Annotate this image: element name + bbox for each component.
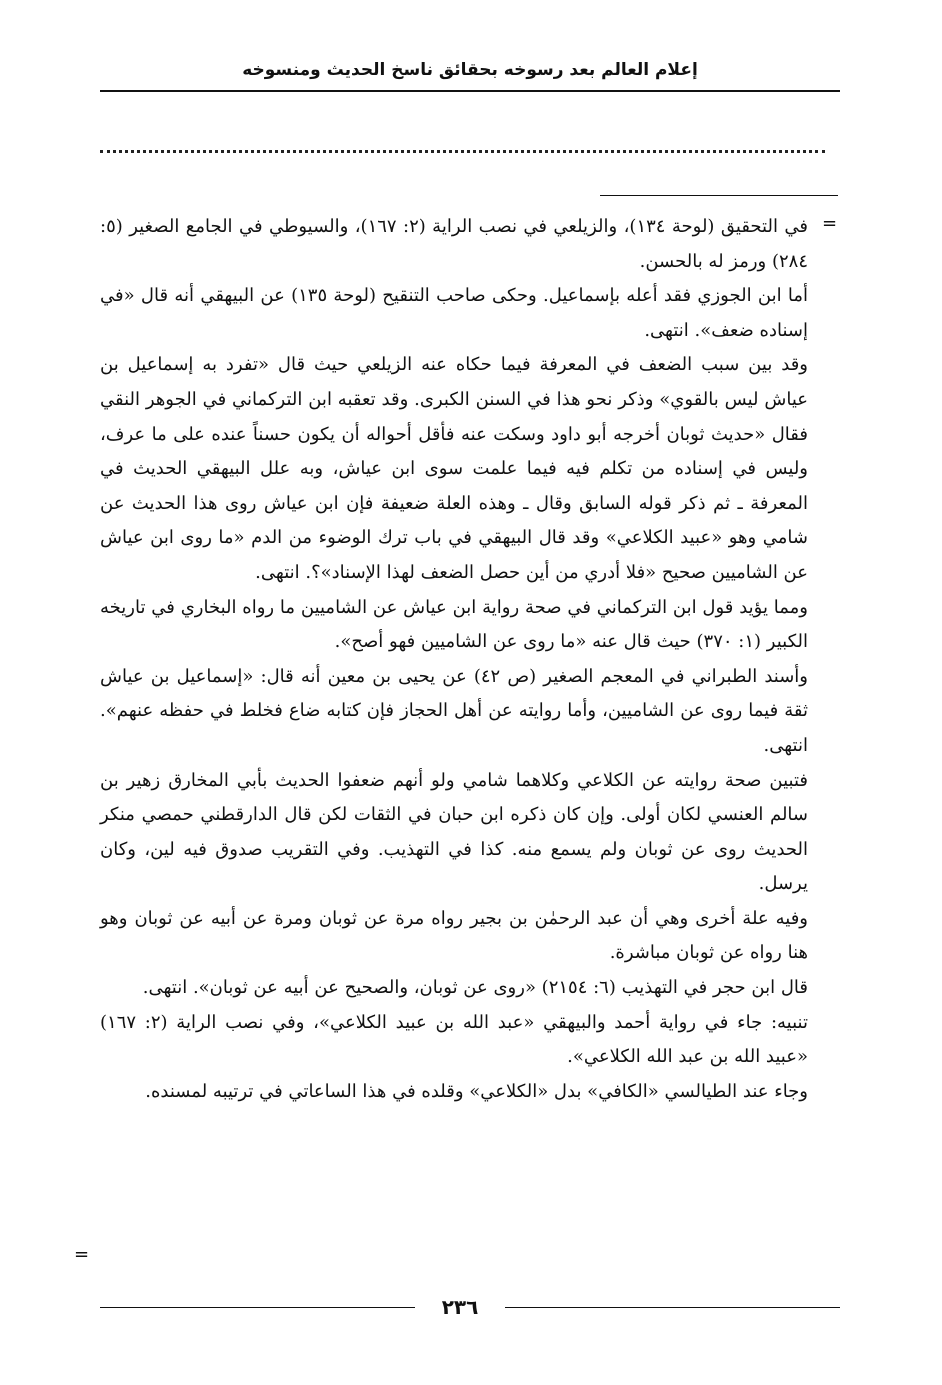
continuation-mark-bottom: = [74,1244,90,1265]
footnote-paragraph-6: فتبين صحة روايته عن الكلاعي وكلاهما شامي ولو أنهم ضعفوا الحديث بأبي المخارق زهير بن سالم العنسي لكان أولى. وإن كان ذكره ابن حبان في الثقات لكن قال الدارقطني حمصي منكر الحديث روى عن ثوبان ولم يسمع منه. كذا في التهذيب. وفي التقريب صدوق فيه لين، وكان يرسل. [100,769,808,895]
footnote-paragraph-5: وأسند الطبراني في المعجم الصغير (ص ٤٢) عن يحيى بن معين أنه قال: «إسماعيل بن عياش ثقة فيما روى عن الشاميين، وأما روايته عن أهل الحجاز فإن كتابه ضاع فخلط في حفظه عنهم». انتهى. [100,665,808,756]
footnote-body [100,210,808,1109]
dotted-separator [100,150,825,153]
footnote-paragraph-1: في التحقيق (لوحة ١٣٤)، والزيلعي في نصب الراية (٢: ١٦٧)، والسيوطي في الجامع الصغير (٥: ٢٨٤) ورمز له بالحسن. [100,216,808,272]
footer-rule-right [505,1307,840,1308]
footnote-paragraph-8: قال ابن حجر في التهذيب (٦: ٢١٥٤) «روى عن ثوبان، والصحيح عن أبيه عن ثوبان». انتهى. [142,977,808,999]
header-rule [100,90,840,92]
footnote-rule [600,195,838,196]
footnote-paragraph-3: وقد بين سبب الضعف في المعرفة فيما حكاه عنه الزيلعي حيث قال «تفرد به إسماعيل بن عياش ليس بالقوي» وذكر نحو هذا في السنن الكبرى. وقد تعقبه ابن التركماني في الجوهر النقي فقال «حديث ثوبان أخرجه أبو داود وسكت عنه فأقل أحواله أن يكون حسناً عنده على ما عرف، وليس في إسناده من تكلم فيه فيما علمت سوى ابن عياش، وبه علل البيهقي الحديث في المعرفة ـ ثم ذكر قوله السابق وقال ـ وهذه العلة ضعيفة فإن ابن عياش روى هذا الحديث عن شامي وهو «عبيد الكلاعي» وقد قال البيهقي في باب ترك الوضوء من الدم «ما روى ابن عياش عن الشاميين صحيح «فلا أدري من أين حصل الضعف لهذا الإسناد»؟. انتهى. [100,354,808,583]
footnote-paragraph-4: ومما يؤيد قول ابن التركماني في صحة رواية ابن عياش عن الشاميين ما رواه البخاري في تاريخه الكبير (١: ٣٧٠) حيث قال عنه «ما روى عن الشاميين فهو أصح». [100,596,808,653]
footnote-paragraph-10: وجاء عند الطيالسي «الكافي» بدل «الكلاعي» وقلده في هذا الساعاتي في ترتيبه لمسنده. [145,1080,808,1102]
footnote-paragraph-2: أما ابن الجوزي فقد أعله بإسماعيل. وحكى صاحب التنقيح (لوحة ١٣٥) عن البيهقي أنه قال «في إسناده ضعف». انتهى. [100,285,808,341]
continuation-mark-top: = [822,213,838,234]
footnote-paragraph-9: تنبيه: جاء في رواية أحمد والبيهقي «عبد الله بن عبيد الكلاعي»، وفي نصب الراية (٢: ١٦٧) «عبيد الله بن عبد الله الكلاعي». [100,1011,808,1068]
footnote-paragraph-7: وفيه علة أخرى وهي أن عبد الرحمٰن بن بجير رواه مرة عن ثوبان ومرة عن أبيه عن ثوبان وهو هنا رواه عن ثوبان مباشرة. [100,907,808,964]
footer-rule-left [100,1307,415,1308]
running-title: إعلام العالم بعد رسوخه بحقائق ناسخ الحديث ومنسوخه [242,60,698,80]
page-number: ٢٣٦ [441,1295,479,1319]
page-footer [100,1292,840,1322]
